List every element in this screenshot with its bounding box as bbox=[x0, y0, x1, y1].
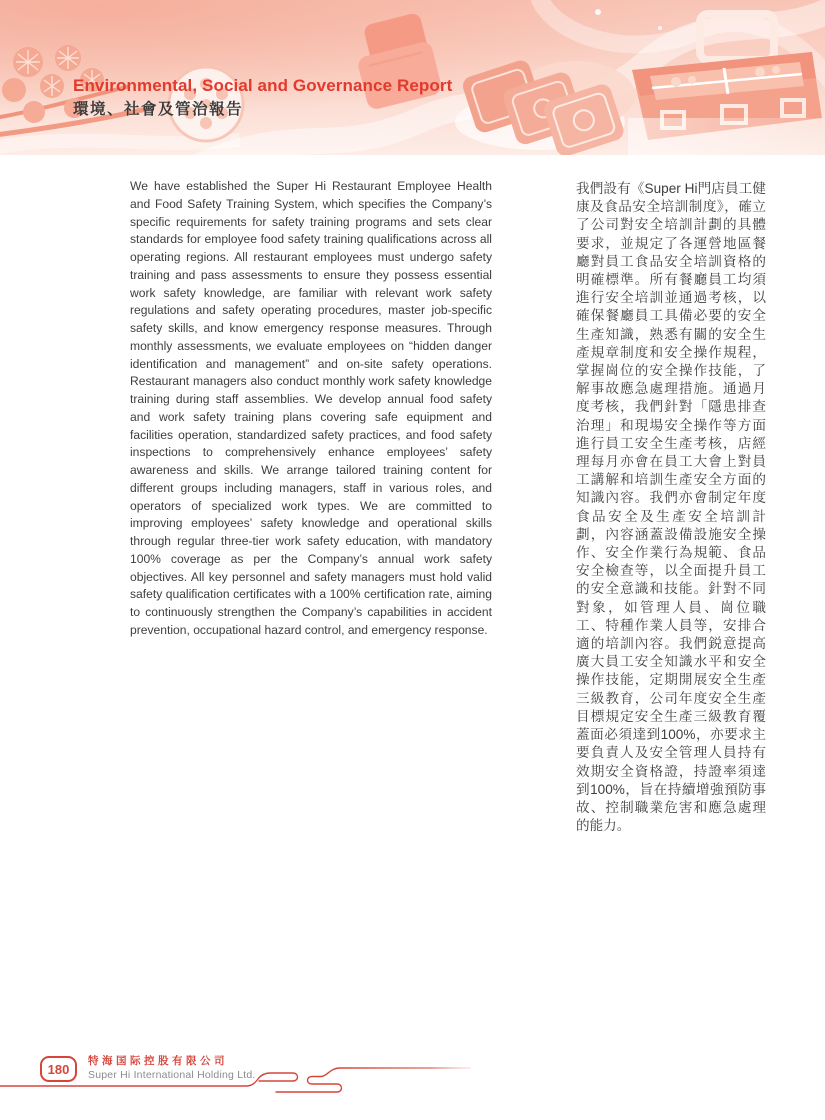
chinese-paragraph: 我們設有《Super Hi門店員工健康及食品安全培訓制度》，確立了公司對安全培訓計劃的具體要求，並規定了各運營地區餐廳對員工食品安全培訓資格的明確標準。所有餐廳員工均須進行安全培訓並通過考核，以確保餐廳員工具備必要的安全生產知識，熟悉有關的安全生產規章制度和安全操作規程，掌握崗位的安全操作技能，了解事故應急處理措施。通過月度考核，我們針對「隱患排查治理」和現場安全操作等方面進行員工安全生產考核，店經理每月亦會在員工大會上對員工講解和培訓生產安全方面的知識內容。我們亦會制定年度食品安全及生產安全培訓計劃，內容涵蓋設備設施安全操作、安全作業行為規範、食品安全檢查等，以全面提升員工的安全意識和技能。針對不同對象，如管理人員、崗位職工、特種作業人員等，安排合適的培訓內容。我們鋭意提高廣大員工安全知識水平和安全操作技能，定期開展安全生產三級教育，公司年度安全生產目標規定安全生產三級教育覆蓋面必須達到100%，亦要求主要負責人及安全管理人員持有效期安全資格證，持證率須達到100%，旨在持續增強預防事故、控制職業危害和應急處理的能力。 bbox=[576, 181, 766, 834]
company-name-en: Super Hi International Holding Ltd. bbox=[88, 1069, 256, 1081]
page-number: 180 bbox=[47, 1061, 70, 1077]
company-name-zh: 特海国际控股有限公司 bbox=[88, 1055, 228, 1067]
page-number-badge bbox=[40, 1056, 77, 1082]
english-paragraph: We have established the Super Hi Restaurant Employee Health and Food Safety Training System, which specifies the Company’s specific requirements for safety training programs and sets clear standards for employee food safety training qualifications across all operating regions. All restaurant employees must undergo safety training and pass assessments to ensure they possess essential work safety knowledge, are familiar with relevant work safety regulations and safety operating procedures, master job-specific safety skills, and know emergency response measures. Through monthly assessments, we evaluate employees on “hidden danger identification and management” and on-site safety operations. Restaurant managers also conduct monthly work safety knowledge training during staff assemblies. We develop annual food safety and work safety training plans covering safe equipment and facilities operation, standardized safety practices, and food safety inspections to comprehensively enhance employees’ safety awareness and skills. We arrange tailored training content for different groups including managers, staff in various roles, and operators of specialized work types. We are committed to improving employees’ safety knowledge and operational skills through regular three-tier work safety education, with mandatory 100% coverage as per the Company’s annual work safety objectives. All key personnel and safety managers must hold valid safety qualification certificates with a 100% certification rate, aiming to continuously strengthen the Company’s capabilities in accident prevention, occupational hazard control, and emergency response. bbox=[130, 179, 492, 637]
page-title-block bbox=[73, 76, 452, 121]
header-banner bbox=[0, 0, 825, 155]
company-block bbox=[88, 1055, 256, 1082]
report-title-en: Environmental, Social and Governance Report bbox=[73, 76, 453, 95]
report-title-zh: 環境、社會及管治報告 bbox=[73, 101, 244, 118]
page-footer bbox=[0, 1048, 825, 1120]
